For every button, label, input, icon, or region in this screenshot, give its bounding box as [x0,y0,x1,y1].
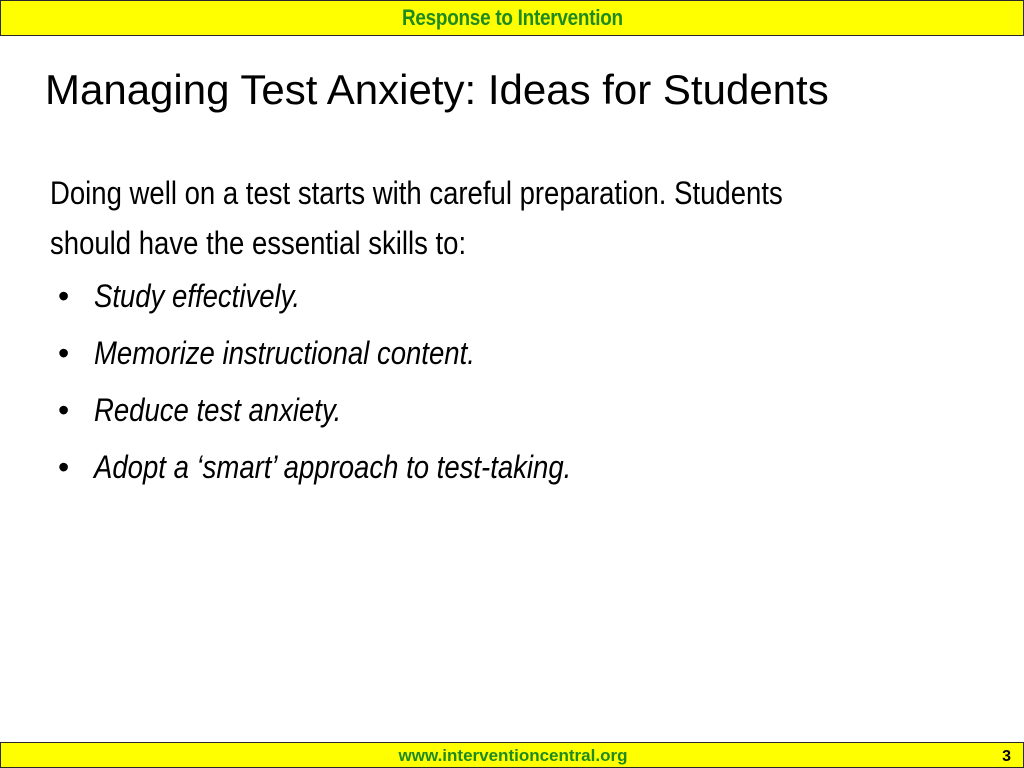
intro-line-1: Doing well on a test starts with careful preparation. Students [50,175,783,211]
bullet-dot-icon: • [58,392,70,428]
bullet-dot-icon: • [58,278,70,314]
bullet-item [50,382,970,439]
header-band [0,0,1024,36]
bullet-text: Memorize instructional content. [94,335,475,371]
bullet-text: Reduce test anxiety. [94,392,342,428]
intro-line-2: should have the essential skills to: [50,225,467,261]
bullet-text: Adopt a ‘smart’ approach to test-taking. [94,449,572,485]
bullet-text: Study effectively. [94,278,300,314]
bullet-dot-icon: • [58,335,70,371]
slide-title: Managing Test Anxiety: Ideas for Students [45,66,829,113]
bullet-list [50,268,970,496]
bullet-item [50,439,970,496]
header-title: Response to Intervention [401,5,623,30]
bullet-dot-icon: • [58,449,70,485]
footer-band [0,742,1024,768]
bullet-item [50,325,970,382]
page-number: 3 [1002,748,1011,765]
intro-paragraph [50,168,970,268]
bullet-item [50,268,970,325]
footer-url-link[interactable]: www.interventioncentral.org [398,746,628,765]
slide-content [50,168,970,496]
